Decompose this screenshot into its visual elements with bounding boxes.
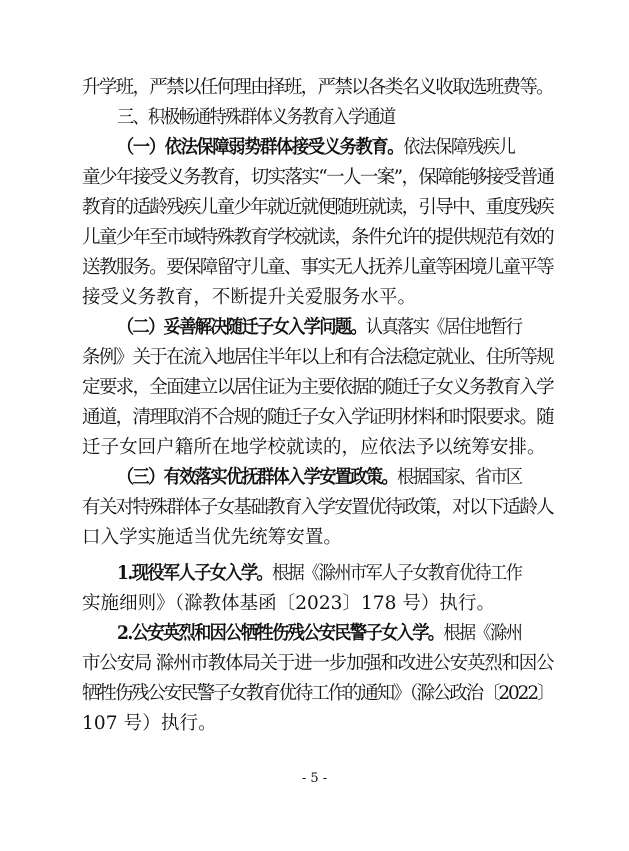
text-line [82,286,552,310]
line-text: 儿童少年至市域特殊教育学校就读，条件允许的提供规范有效的 [82,227,554,248]
line-text: 107 号）执行。 [82,713,217,734]
page-number: - 5 - [301,771,328,786]
text-line [117,622,553,646]
text-line [117,316,553,340]
line-text: 认真落实《居住地暂行 [365,317,522,338]
line-text: 条例》关于在流入地居住半年以上和有合法稳定就业、住所等规 [82,347,554,368]
text-line [82,376,552,400]
text-line [82,496,552,520]
line-text: 实施细则》（滁教体基函〔2023〕178 号）执行。 [82,593,496,614]
text-line [82,76,552,100]
subheading-text: （三）有效落实优抚群体入学安置政策。 [117,467,398,488]
text-line [82,682,552,706]
line-text: 升学班，严禁以任何理由择班，严禁以各类名义收取选班费等。 [82,77,554,98]
text-line [117,562,553,586]
heading-text: 三、积极畅通特殊群体义务教育入学通道 [117,107,395,128]
subheading-text: （一）依法保障弱势群体接受义务教育。 [117,137,404,158]
subheading-text: 1.现役军人子女入学。 [117,563,272,584]
text-line [117,136,553,160]
text-line [82,226,552,250]
subheading-text: （二）妥善解决随迁子女入学问题。 [117,317,366,338]
text-line [82,652,552,676]
section-heading [117,106,553,130]
line-text: 教育的适龄残疾儿童少年就近就便随班就读，引导中、重度残疾 [82,197,554,218]
line-text: 市公安局 滁州市教体局关于进一步加强和改进公安英烈和因公 [82,653,554,674]
line-text: 通道，清理取消不合规的随迁子女入学证明材料和时限要求。随 [82,407,554,428]
text-line [82,712,552,736]
line-text: 依法保障残疾儿 [403,137,515,158]
line-text: 根据《滁州市军人子女教育优待工作 [271,563,522,584]
text-line [82,406,552,430]
text-line [117,466,553,490]
line-text: 口入学实施适当优先统筹安置。 [82,527,343,548]
line-text: 童少年接受义务教育，切实落实“一人一案”，保障能够接受普通 [82,167,554,188]
line-text: 接受义务教育，不断提升关爱服务水平。 [82,287,417,308]
line-text: 牺牲伤残公安民警子女教育优待工作的通知》（滁公政治〔2022〕 [82,683,554,704]
line-text: 送教服务。要保障留守儿童、事实无人抚养儿童等困境儿童平等 [82,257,554,278]
line-text: 根据国家、省市区 [397,467,522,488]
line-text: 迁子女回户籍所在地学校就读的，应依法予以统筹安排。 [82,437,546,458]
subheading-text: 2.公安英烈和因公牺牲伤残公安民警子女入学。 [117,623,444,644]
line-text: 定要求，全面建立以居住证为主要依据的随迁子女义务教育入学 [82,377,554,398]
text-line [82,526,552,550]
text-line [82,346,552,370]
line-text: 有关对特殊群体子女基础教育入学安置优待政策，对以下适龄人 [82,497,554,518]
line-text: 根据《滁州 [443,623,522,644]
text-line [82,166,552,190]
text-line [82,436,552,460]
text-line [82,196,552,220]
text-line [82,256,552,280]
text-line [82,592,552,616]
